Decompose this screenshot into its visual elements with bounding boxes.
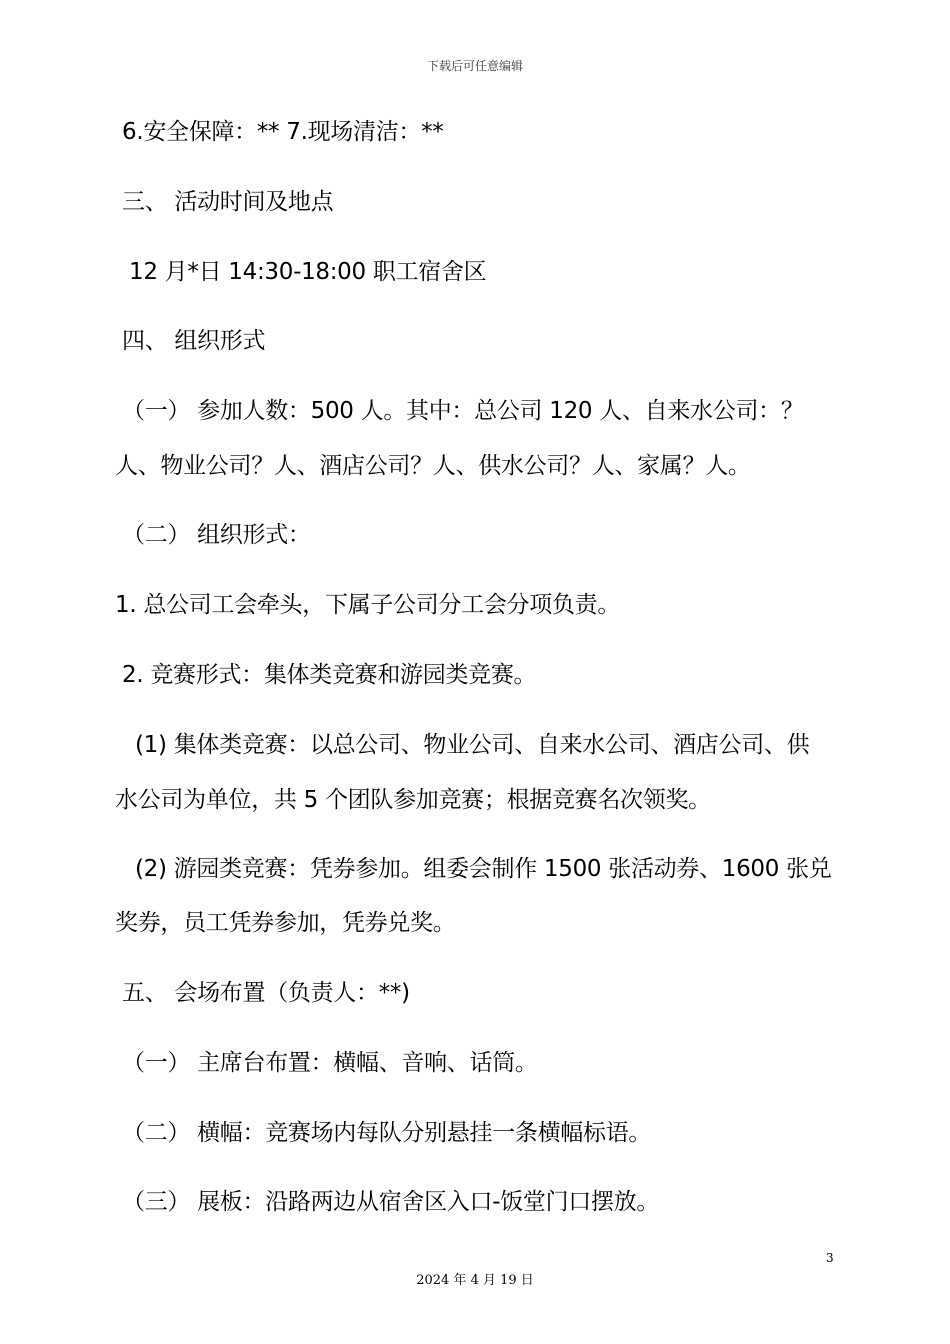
section-heading-4: 四、 组织形式 xyxy=(122,328,266,354)
text-line-item-2: 2. 竞赛形式：集体类竞赛和游园类竞赛。 xyxy=(122,662,537,688)
section-heading-3: 三、 活动时间及地点 xyxy=(122,189,334,215)
text-line-participants: （一） 参加人数：500 人。其中：总公司 120 人、自来水公司：？ xyxy=(122,398,804,424)
text-line-rostrum: （一） 主席台布置：横幅、音响、话筒。 xyxy=(122,1050,538,1076)
text-line-banner: （二） 横幅：竞赛场内每队分别悬挂一条横幅标语。 xyxy=(122,1120,652,1146)
text-line-item-1: 1. 总公司工会牵头，下属子公司分工会分项负责。 xyxy=(115,592,621,618)
text-line-collective-cont: 水公司为单位，共 5 个团队参加竞赛；根据竞赛名次领奖。 xyxy=(115,787,711,813)
text-line-display-board: （三） 展板：沿路两边从宿舍区入口-饭堂门口摆放。 xyxy=(122,1189,660,1215)
text-line-org-form: （二） 组织形式： xyxy=(122,522,311,548)
text-line-participants-cont: 人、物业公司？人、酒店公司？人、供水公司？人、家属？人。 xyxy=(115,453,751,479)
text-line-collective: (1) 集体类竞赛：以总公司、物业公司、自来水公司、酒店公司、供 xyxy=(135,732,810,758)
text-line-garden-cont: 奖券，员工凭券参加，凭券兑奖。 xyxy=(115,910,456,936)
page-header: 下载后可任意编辑 xyxy=(426,59,523,73)
text-line-safety: 6.安全保障：** 7.现场清洁：** xyxy=(122,119,444,145)
text-line-garden: (2) 游园类竞赛：凭券参加。组委会制作 1500 张活动券、1600 张兑 xyxy=(135,856,832,882)
text-line-time-place: 12 月*日 14:30-18:00 职工宿舍区 xyxy=(129,259,487,285)
page-footer-date: 2024 年 4 月 19 日 xyxy=(416,1273,534,1288)
page-number: 3 xyxy=(826,1251,834,1265)
section-heading-5: 五、 会场布置（负责人：**) xyxy=(122,980,410,1006)
